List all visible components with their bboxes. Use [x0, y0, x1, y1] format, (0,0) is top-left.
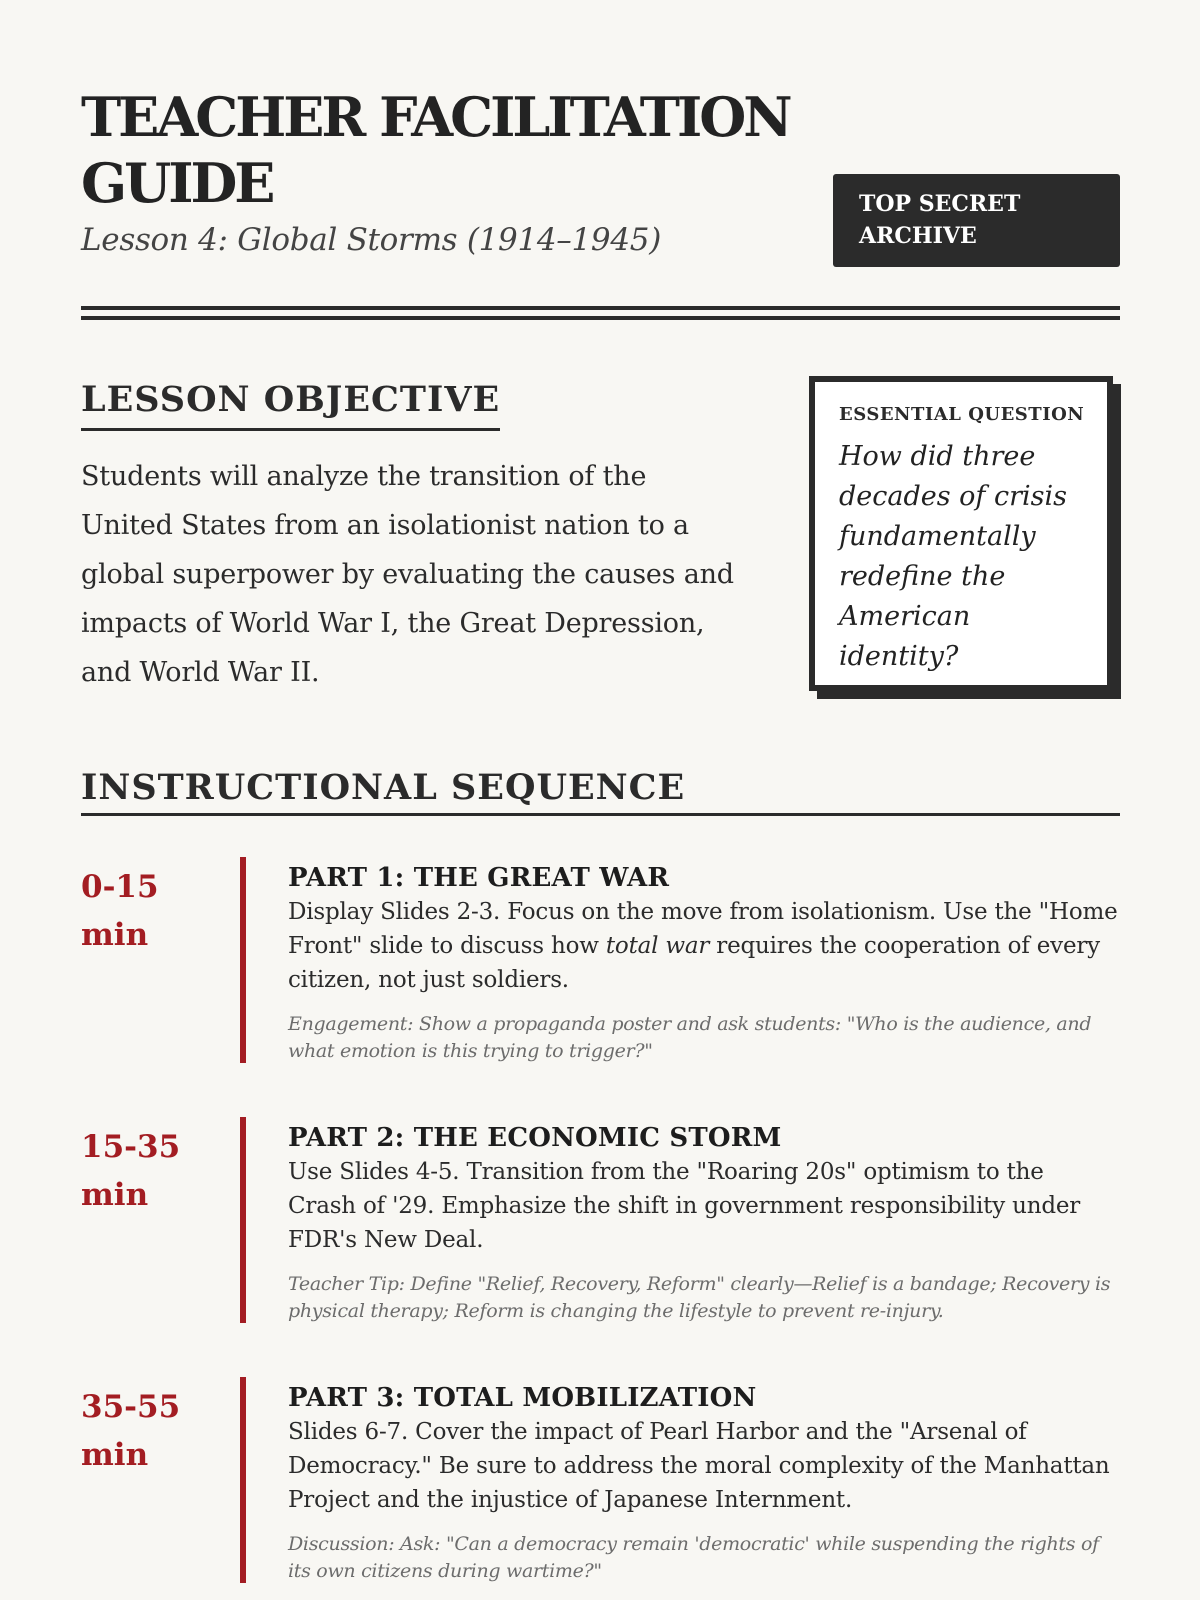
sequence-body [288, 1121, 1118, 1325]
part-title: PART 3: TOTAL MOBILIZATION [288, 1383, 757, 1413]
lesson-subtitle: Lesson 4: Global Storms (1914–1945) [81, 222, 661, 258]
timeline-bar [240, 857, 246, 1063]
objective-text: Students will analyze the transition of the United States from an isolationist nation to a global superpower by evaluating the causes and impacts of World War I, the Great Depression, and World War II. [81, 461, 734, 688]
part-title: PART 1: THE GREAT WAR [288, 863, 670, 893]
sequence-divider [81, 813, 1120, 816]
sequence-body [288, 1381, 1118, 1585]
page-title: TEACHER FACILITATION GUIDE [81, 85, 790, 215]
header-divider [81, 306, 1120, 320]
description-text: Display Slides 2-3. Focus on the move from isolationism. Use the "Home Front" slide to discuss how [288, 899, 1118, 959]
time-range: 0-15 min [81, 869, 159, 953]
essential-question-label: ESSENTIAL QUESTION [839, 404, 1085, 425]
part-description: Use Slides 4-5. Transition from the "Roaring 20s" optimism to the Crash of '29. Emphasize the shift in government responsibility under FDR's New Deal. [288, 1159, 1081, 1253]
teacher-tip-note: Teacher Tip: Define "Relief, Recovery, Reform" clearly—Relief is a bandage; Recovery is physical therapy; Reform is changing the lifestyle to prevent re-injury. [288, 1273, 1111, 1322]
description-text-end: requires the cooperation of every citizen, not just soldiers. [288, 933, 1100, 993]
part-description [288, 895, 1118, 997]
sequence-body [288, 861, 1118, 1065]
top-secret-badge: TOP SECRET ARCHIVE [833, 174, 1120, 267]
discussion-note: Discussion: Ask: "Can a democracy remain 'democratic' while suspending the rights of its own citizens during wartime?" [288, 1533, 1099, 1582]
objective-heading: LESSON OBJECTIVE [81, 376, 500, 431]
facilitation-guide-page [81, 0, 1120, 1600]
timeline-bar [240, 1377, 246, 1583]
part-description: Slides 6-7. Cover the impact of Pearl Harbor and the "Arsenal of Democracy." Be sure to address the moral complexity of the Manhattan Project and the injustice of Japanese Internment. [288, 1419, 1110, 1513]
time-range: 35-55 min [81, 1389, 181, 1473]
engagement-note: Engagement: Show a propaganda poster and ask students: "Who is the audience, and what emotion is this trying to trigger?" [288, 1013, 1092, 1062]
sequence-heading: INSTRUCTIONAL SEQUENCE [81, 767, 686, 808]
description-emphasis: total war [605, 933, 710, 959]
essential-question-text: How did three decades of crisis fundamentally redefine the American identity? [839, 441, 1068, 672]
part-title: PART 2: THE ECONOMIC STORM [288, 1123, 782, 1153]
essential-question-box [809, 376, 1113, 691]
timeline-bar [240, 1117, 246, 1323]
time-range: 15-35 min [81, 1129, 181, 1213]
